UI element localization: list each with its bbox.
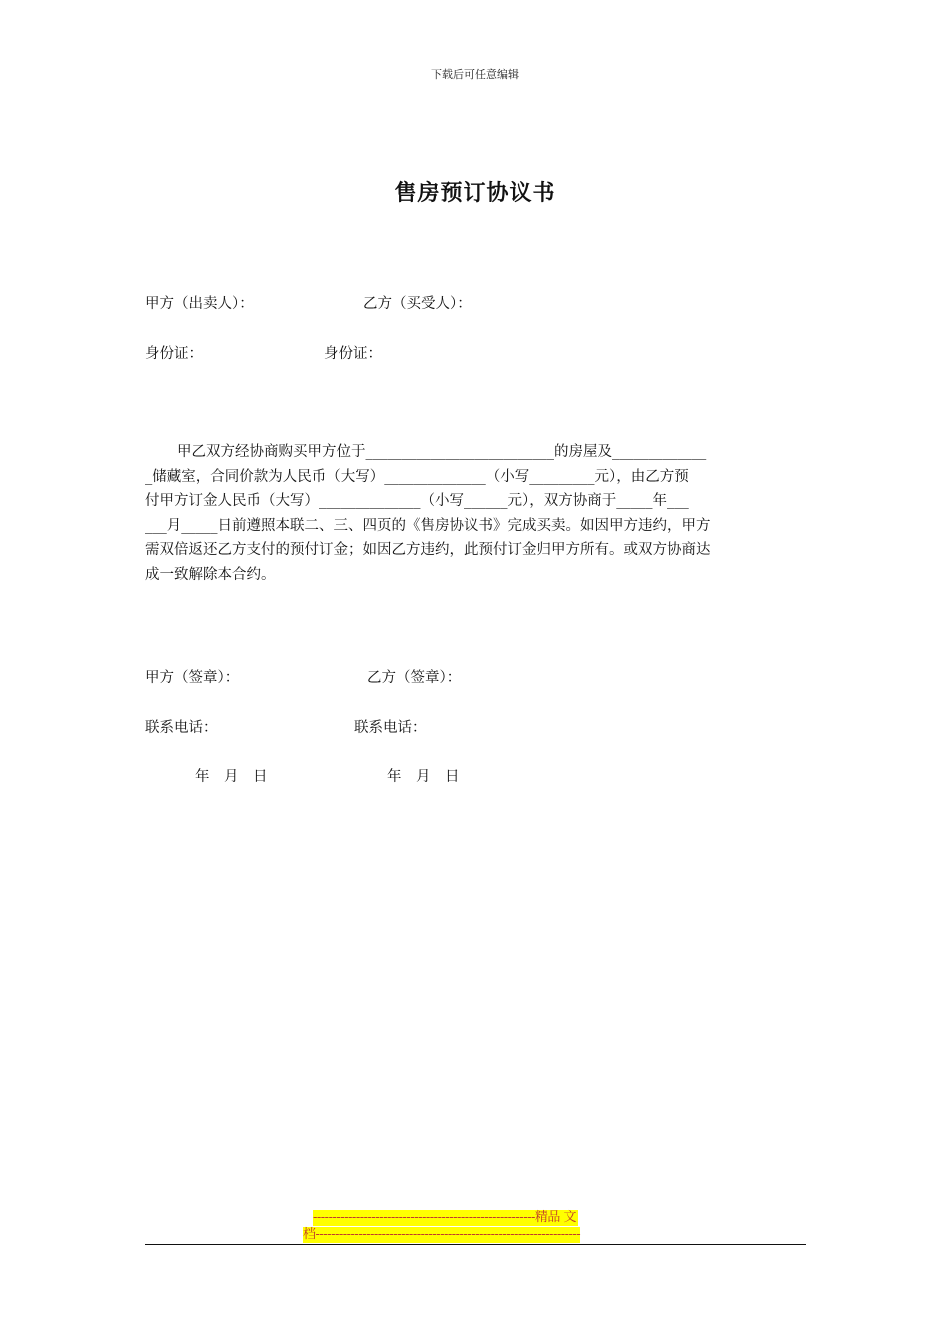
seller-label: 甲方（出卖人）： bbox=[145, 296, 254, 312]
buyer-phone-label: 联系电话： bbox=[354, 720, 427, 736]
footer-line-1: ---------------------------------------------------------精品 文 bbox=[313, 1210, 577, 1225]
agreement-line-4: ___月_____日前遵照本联二、三、四页的《售房协议书》完成买卖。如因甲方违约，甲方 bbox=[145, 517, 711, 534]
agreement-line-1-text: 甲乙双方经协商购买甲方位于__________________________的房屋及_____________ bbox=[177, 444, 707, 460]
buyer-id-label: 身份证： bbox=[324, 346, 382, 362]
agreement-line-5: 需双倍返还乙方支付的预付订金；如因乙方违约，此预付订金归甲方所有。或双方协商达 bbox=[145, 542, 711, 559]
document-title: 售房预订协议书 bbox=[394, 181, 556, 206]
seller-phone-label: 联系电话： bbox=[145, 720, 218, 736]
agreement-line-2: _储藏室，合同价款为人民币（大写）______________（小写_________元），由乙方预 bbox=[145, 468, 689, 485]
buyer-label: 乙方（买受人）： bbox=[363, 296, 472, 312]
footer-line-2: 档-------------------------------------------------------------------- bbox=[303, 1227, 581, 1242]
footer-rule bbox=[145, 1244, 806, 1245]
agreement-line-1 bbox=[145, 440, 807, 465]
header-note: 下载后可任意编辑 bbox=[431, 68, 519, 81]
buyer-date: 年 月 日 bbox=[387, 769, 460, 785]
footer-watermark bbox=[0, 1209, 950, 1249]
agreement-line-3: 付甲方订金人民币（大写）______________（小写______元），双方协商于_____年___ bbox=[145, 493, 689, 510]
buyer-sign-label: 乙方（签章）： bbox=[367, 670, 462, 686]
seller-date: 年 月 日 bbox=[195, 769, 268, 785]
seller-sign-label: 甲方（签章）： bbox=[145, 670, 240, 686]
seller-id-label: 身份证： bbox=[145, 346, 203, 362]
agreement-line-6: 成一致解除本合约。 bbox=[145, 566, 276, 583]
agreement-body bbox=[145, 440, 807, 588]
